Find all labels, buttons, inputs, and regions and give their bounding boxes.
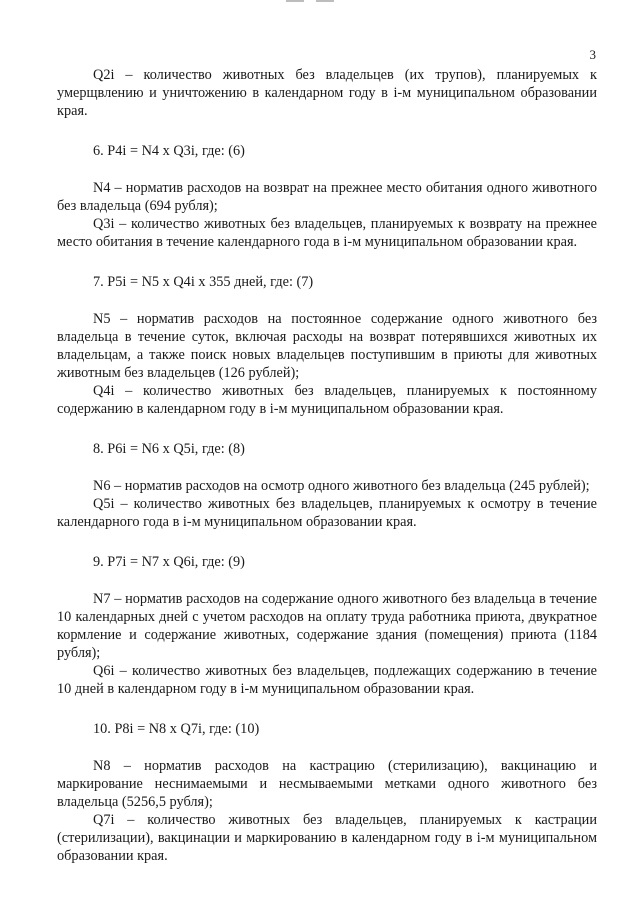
paragraph: Q6i – количество животных без владельцев, подлежащих содержанию в течение 10 дней в календарном году в i-м муниципальном образовании края. xyxy=(57,663,597,697)
paragraph: N7 – норматив расходов на содержание одного животного без владельца в течение 10 календарных дней с учетом расходов на оплату труда работника приюта, двукратное кормление и содержание животных, содержание здания (помещения) приюта (1184 рубля); xyxy=(57,591,597,661)
formula-line: 6. P4i = N4 x Q3i, где: (6) xyxy=(93,143,245,159)
paragraph: N4 – норматив расходов на возврат на прежнее место обитания одного животного без владельца (694 рубля); xyxy=(57,180,597,214)
paragraph: N6 – норматив расходов на осмотр одного животного без владельца (245 рублей); xyxy=(93,478,590,494)
formula-line: 8. P6i = N6 x Q5i, где: (8) xyxy=(93,441,245,457)
paragraph: Q4i – количество животных без владельцев, планируемых к постоянному содержанию в календарном году в i-м муниципальном образовании края. xyxy=(57,383,597,417)
paragraph: Q2i – количество животных без владельцев (их трупов), планируемых к умерщвлению и уничтожению в календарном году в i-м муниципальном образовании края. xyxy=(57,67,597,119)
scan-mark xyxy=(316,0,334,2)
paragraph: N5 – норматив расходов на постоянное содержание одного животного без владельца в течение суток, включая расходы на возврат потерявшихся животных их владельцам, а также поиск новых владельцев поступившим в приюты для животных животным без владельцев (126 рублей); xyxy=(57,311,597,381)
scan-header-marks xyxy=(286,0,346,3)
paragraph: Q3i – количество животных без владельцев, планируемых к возврату на прежнее место обитания в течение календарного года в i-м муниципальном образовании края. xyxy=(57,216,597,250)
page-number: 3 xyxy=(589,47,596,62)
scan-mark xyxy=(286,0,304,2)
paragraph: N8 – норматив расходов на кастрацию (стерилизацию), вакцинацию и маркирование неснимаемыми и несмываемыми метками одного животного без владельца (5256,5 рубля); xyxy=(57,758,597,810)
formula-line: 7. P5i = N5 x Q4i x 355 дней, где: (7) xyxy=(93,274,314,290)
document-body xyxy=(57,66,597,865)
paragraph: Q5i – количество животных без владельцев, планируемых к осмотру в течение календарного года в i-м муниципальном образовании края. xyxy=(57,496,597,530)
formula-line: 10. P8i = N8 x Q7i, где: (10) xyxy=(93,721,260,737)
formula-line: 9. P7i = N7 x Q6i, где: (9) xyxy=(93,554,245,570)
paragraph: Q7i – количество животных без владельцев, планируемых к кастрации (стерилизации), вакцинации и маркированию в календарном году в i-м муниципальном образовании края. xyxy=(57,812,597,864)
